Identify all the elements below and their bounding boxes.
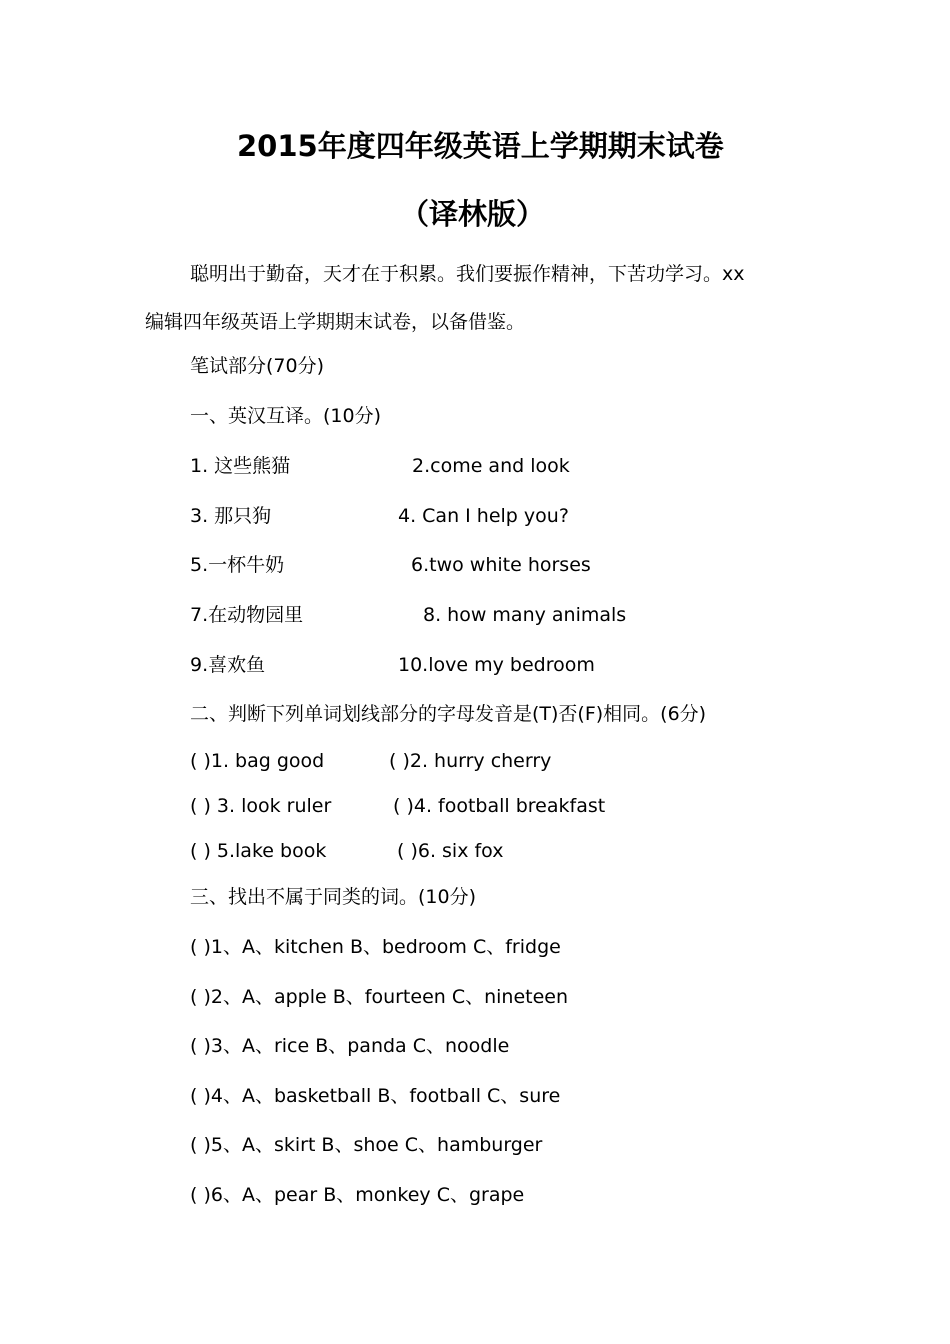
section3-heading: 三、找出不属于同类的词。(10分) bbox=[190, 886, 477, 908]
section1-item-right: 6.two white horses bbox=[411, 554, 591, 576]
written-part-heading: 笔试部分(70分) bbox=[190, 355, 325, 377]
section1-item-right: 8. how many animals bbox=[423, 604, 627, 626]
document-subtitle: （译林版） bbox=[400, 197, 546, 231]
intro-line-2: 编辑四年级英语上学期期末试卷，以备借鉴。 bbox=[145, 311, 526, 333]
section1-item-right: 2.come and look bbox=[412, 455, 570, 477]
section3-item: ( )3、A、rice B、panda C、noodle bbox=[190, 1035, 510, 1057]
section2-heading: 二、判断下列单词划线部分的字母发音是(T)否(F)相同。(6分) bbox=[190, 703, 707, 725]
section1-item-right: 4. Can I help you? bbox=[398, 505, 569, 527]
section1-heading: 一、英汉互译。(10分) bbox=[190, 405, 382, 427]
section2-item-left: ( )1. bag good bbox=[190, 750, 325, 772]
section1-item-right: 10.love my bedroom bbox=[398, 654, 595, 676]
section2-item-left: ( ) 5.lake book bbox=[190, 840, 327, 862]
section1-item-left: 7.在动物园里 bbox=[190, 604, 304, 626]
section2-item-right: ( )2. hurry cherry bbox=[389, 750, 552, 772]
intro-line-1: 聪明出于勤奋，天才在于积累。我们要振作精神，下苦功学习。xx bbox=[190, 263, 745, 285]
section3-item: ( )5、A、skirt B、shoe C、hamburger bbox=[190, 1134, 543, 1156]
section1-item-left: 3. 那只狗 bbox=[190, 505, 272, 527]
section1-item-left: 5.一杯牛奶 bbox=[190, 554, 285, 576]
section2-item-right: ( )6. six fox bbox=[397, 840, 504, 862]
section3-item: ( )1、A、kitchen B、bedroom C、fridge bbox=[190, 936, 561, 958]
section2-item-right: ( )4. football breakfast bbox=[393, 795, 606, 817]
section2-item-left: ( ) 3. look ruler bbox=[190, 795, 332, 817]
section1-item-left: 1. 这些熊猫 bbox=[190, 455, 291, 477]
section3-item: ( )2、A、apple B、fourteen C、nineteen bbox=[190, 986, 569, 1008]
document-title: 2015年度四年级英语上学期期末试卷 bbox=[237, 129, 724, 163]
section3-item: ( )6、A、pear B、monkey C、grape bbox=[190, 1184, 525, 1206]
section3-item: ( )4、A、basketball B、football C、sure bbox=[190, 1085, 561, 1107]
section1-item-left: 9.喜欢鱼 bbox=[190, 654, 266, 676]
